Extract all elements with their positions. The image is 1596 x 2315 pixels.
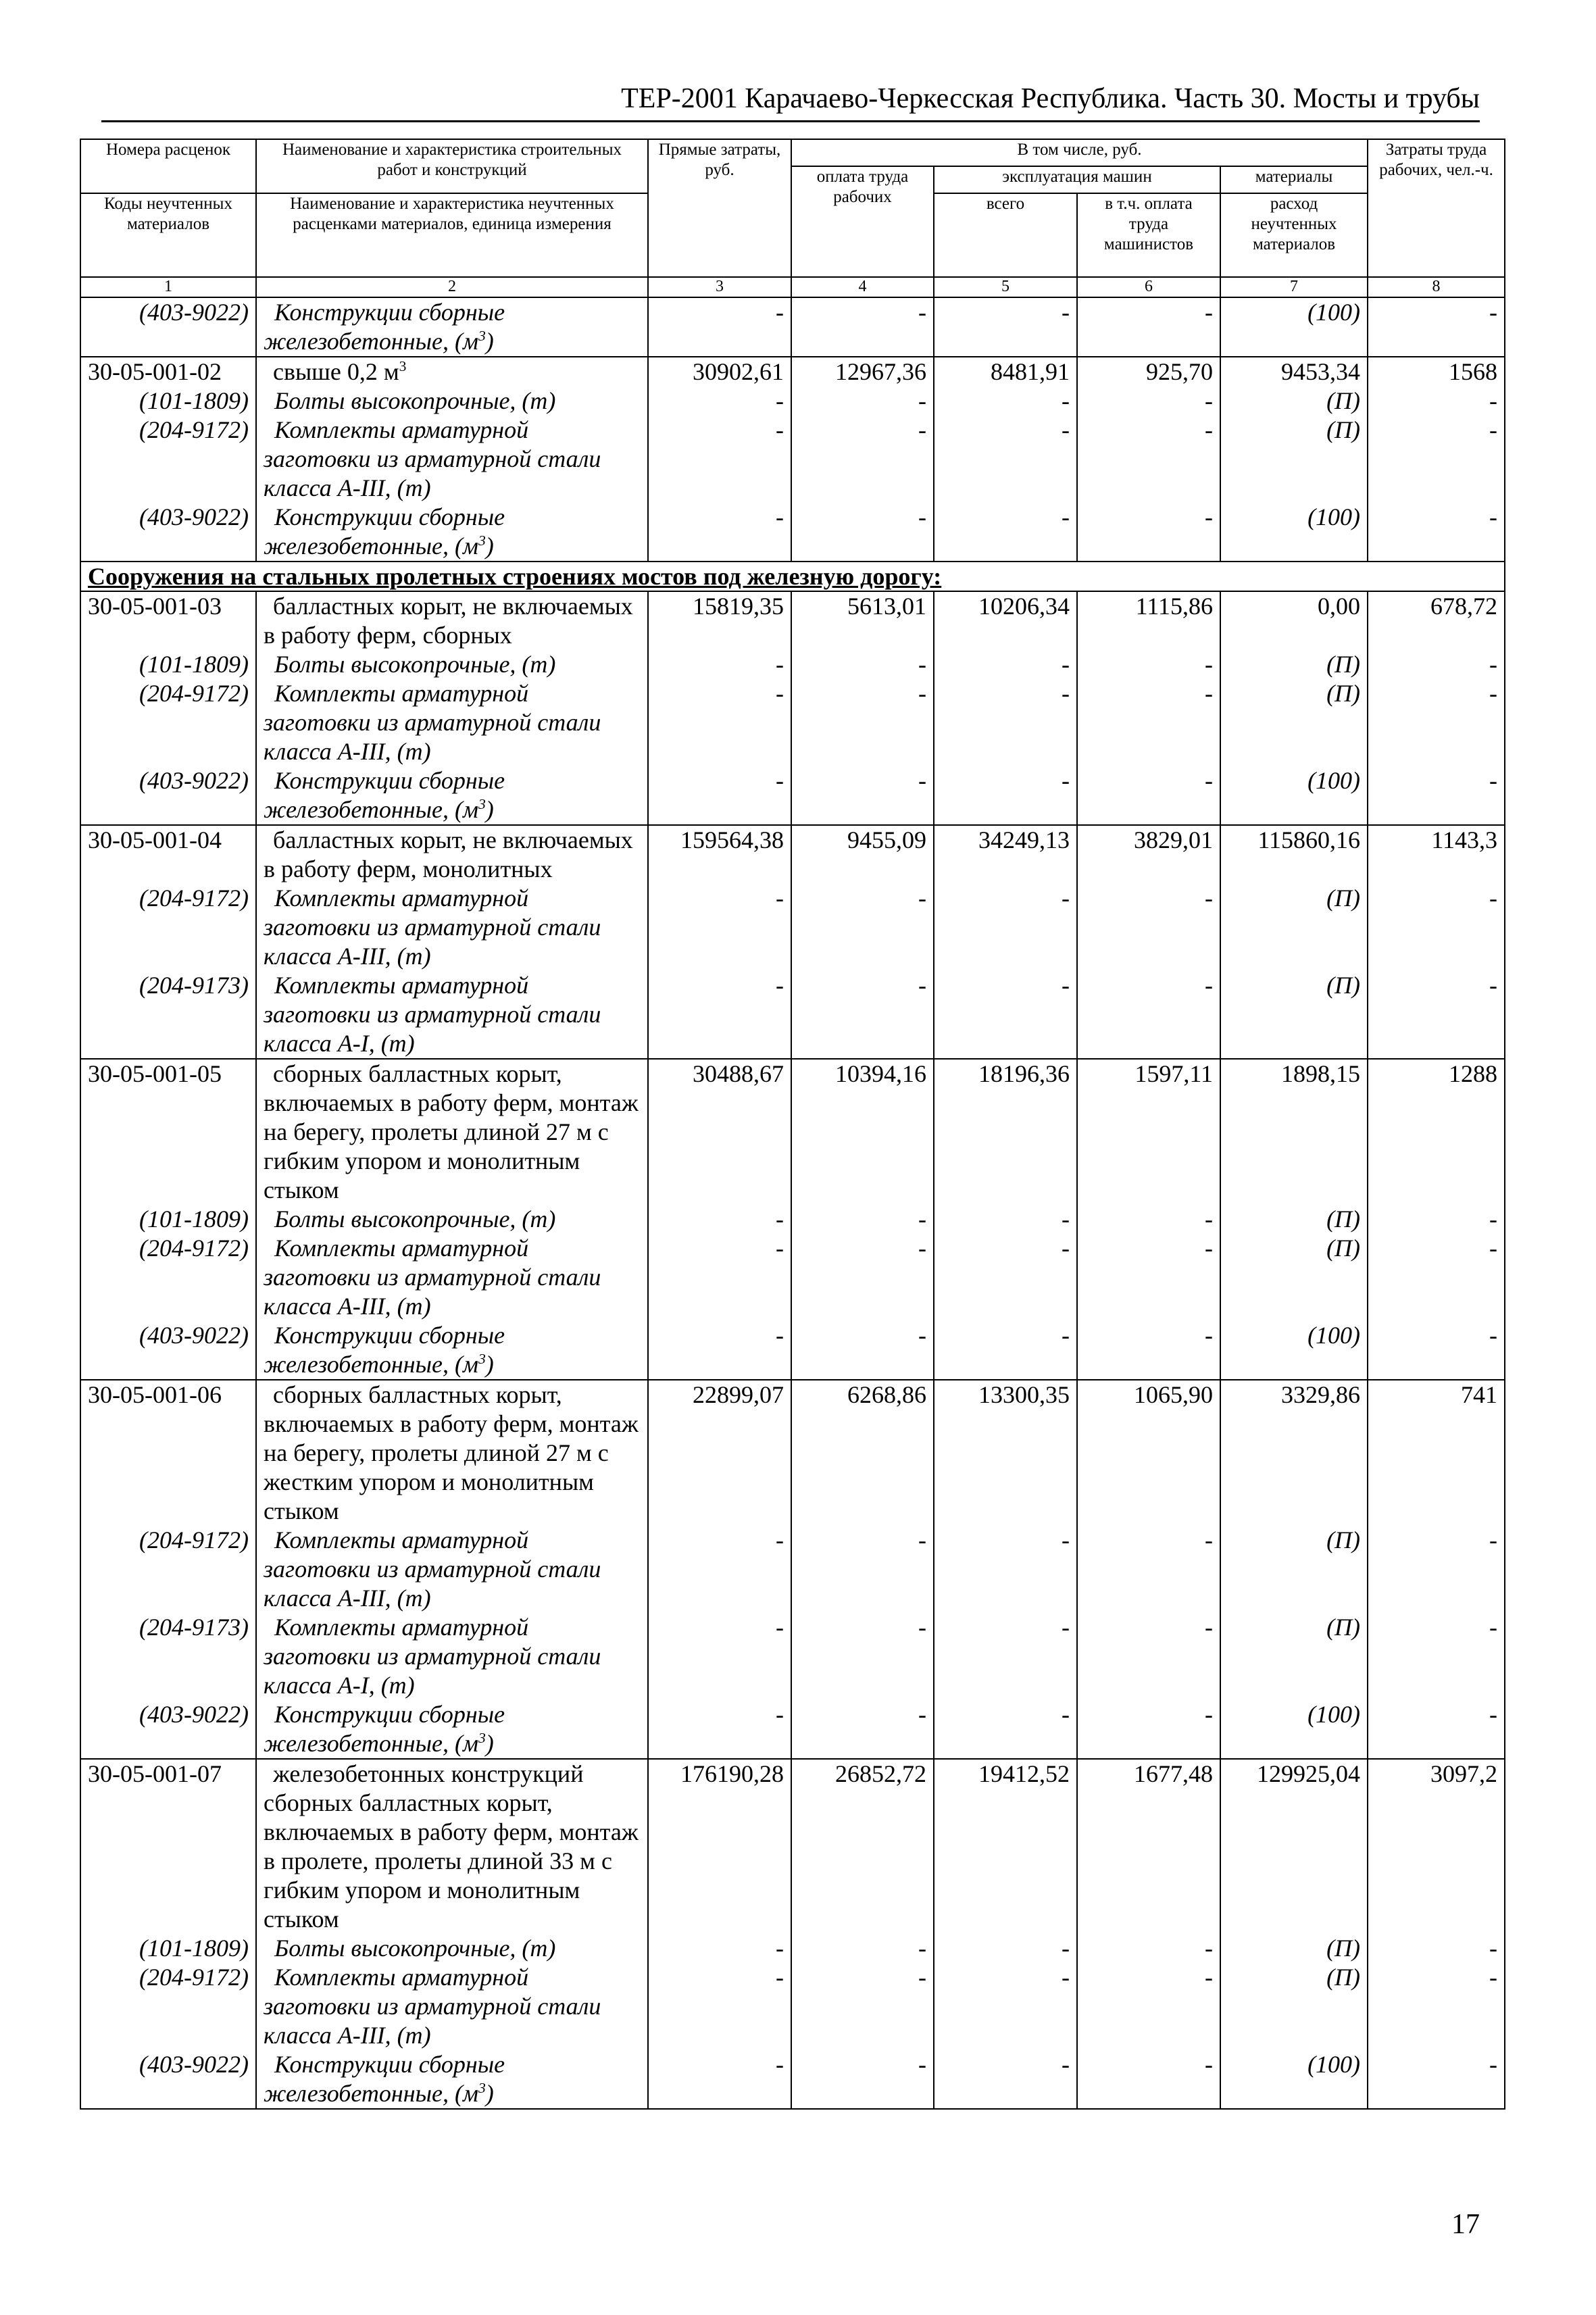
empty-cell: -: [1077, 884, 1220, 971]
materials-cost: 129925,04: [1220, 1759, 1368, 1934]
material-code: (403-9022): [80, 297, 256, 357]
material-code: (204-9172): [80, 416, 256, 503]
rate-name: сборных балластных корыт, включаемых в работу ферм, монтаж на берегу, пролеты длиной 27 м с гибким упором и монолитным стыком: [256, 1059, 648, 1205]
document-title: ТЕР-2001 Карачаево-Черкесская Республика. Часть 30. Мосты и трубы: [621, 83, 1480, 114]
material-usage: (100): [1220, 1321, 1368, 1380]
machines-total: 13300,35: [934, 1380, 1077, 1526]
labor-hours: 1568: [1368, 357, 1505, 387]
empty-cell: -: [791, 679, 934, 766]
empty-cell: -: [1077, 297, 1220, 357]
material-code: (204-9172): [80, 1526, 256, 1613]
rate-group: [80, 591, 1505, 825]
rates-table: [80, 139, 1505, 2110]
header-materials-name: Наименование и характеристика неучтенных расценками материалов, единица измерения: [256, 193, 648, 277]
empty-cell: -: [1077, 1963, 1220, 2050]
empty-cell: -: [791, 884, 934, 971]
empty-cell: -: [1077, 1934, 1220, 1963]
empty-cell: -: [934, 416, 1077, 503]
material-code: (204-9172): [80, 1963, 256, 2050]
empty-cell: -: [934, 766, 1077, 825]
empty-cell: -: [1077, 503, 1220, 562]
empty-cell: -: [791, 1700, 934, 1759]
empty-cell: -: [1368, 1934, 1505, 1963]
machines-total: 34249,13: [934, 825, 1077, 884]
materials-cost: 0,00: [1220, 591, 1368, 650]
materials-cost: 3329,86: [1220, 1380, 1368, 1526]
machines-total: 18196,36: [934, 1059, 1077, 1205]
direct-costs: 15819,35: [648, 591, 791, 650]
direct-costs: 30488,67: [648, 1059, 791, 1205]
empty-cell: -: [1368, 1205, 1505, 1234]
empty-cell: -: [934, 2050, 1077, 2109]
rate-group: [80, 1380, 1505, 1759]
material-usage: (П): [1220, 1205, 1368, 1234]
empty-cell: -: [1368, 650, 1505, 679]
column-number: 8: [1368, 277, 1505, 297]
empty-cell: -: [934, 1234, 1077, 1321]
direct-costs: 22899,07: [648, 1380, 791, 1526]
empty-cell: -: [1077, 1321, 1220, 1380]
material-row: [80, 1526, 1505, 1613]
empty-cell: -: [1077, 766, 1220, 825]
material-row: [80, 416, 1505, 503]
material-name: Комплекты арматурной заготовки из арматурной стали класса А-III, (т): [256, 1526, 648, 1613]
worker-pay: 9455,09: [791, 825, 934, 884]
worker-pay: 5613,01: [791, 591, 934, 650]
empty-cell: -: [1077, 1526, 1220, 1613]
material-name: Комплекты арматурной заготовки из арматурной стали класса А-III, (т): [256, 1963, 648, 2050]
direct-costs: 30902,61: [648, 357, 791, 387]
worker-pay: 12967,36: [791, 357, 934, 387]
material-code: (403-9022): [80, 1700, 256, 1759]
materials-cost: 1898,15: [1220, 1059, 1368, 1205]
materials-cost: 115860,16: [1220, 825, 1368, 884]
empty-cell: -: [934, 1963, 1077, 2050]
column-number: 2: [256, 277, 648, 297]
material-row: [80, 1934, 1505, 1963]
column-number: 5: [934, 277, 1077, 297]
empty-cell: -: [791, 1613, 934, 1700]
rate-row: [80, 357, 1505, 387]
empty-cell: -: [648, 1526, 791, 1613]
column-number: 4: [791, 277, 934, 297]
worker-pay: 10394,16: [791, 1059, 934, 1205]
operator-pay: 1597,11: [1077, 1059, 1220, 1205]
rate-row: [80, 1380, 1505, 1526]
material-code: (204-9172): [80, 1234, 256, 1321]
rate-code: 30-05-001-03: [80, 591, 256, 650]
material-usage: (П): [1220, 1963, 1368, 2050]
material-name: Конструкции сборные железобетонные, $(м^3)$: [256, 1321, 648, 1380]
empty-cell: -: [791, 971, 934, 1059]
empty-cell: -: [934, 1526, 1077, 1613]
labor-hours: 741: [1368, 1380, 1505, 1526]
header-including: В том числе, руб.: [791, 139, 1368, 166]
empty-cell: -: [648, 1934, 791, 1963]
rate-group: [80, 297, 1505, 357]
empty-cell: -: [1077, 1700, 1220, 1759]
material-row: [80, 1205, 1505, 1234]
material-usage: (П): [1220, 971, 1368, 1059]
empty-cell: -: [791, 650, 934, 679]
material-row: [80, 971, 1505, 1059]
rate-row: [80, 825, 1505, 884]
column-number: 3: [648, 277, 791, 297]
rate-code: 30-05-001-06: [80, 1380, 256, 1526]
material-name: Комплекты арматурной заготовки из арматурной стали класса А-III, (т): [256, 884, 648, 971]
material-row: [80, 297, 1505, 357]
empty-cell: -: [648, 1234, 791, 1321]
material-usage: (П): [1220, 1934, 1368, 1963]
material-row: [80, 1700, 1505, 1759]
section-heading: Сооружения на стальных пролетных строениях мостов под железную дорогу:: [80, 562, 1505, 591]
header-material-codes: Коды неучтенных материалов: [80, 193, 256, 277]
material-name: Комплекты арматурной заготовки из арматурной стали класса А-III, (т): [256, 416, 648, 503]
empty-cell: -: [648, 884, 791, 971]
material-code: (204-9172): [80, 679, 256, 766]
material-code: (403-9022): [80, 503, 256, 562]
empty-cell: -: [934, 387, 1077, 416]
column-number: 1: [80, 277, 256, 297]
empty-cell: -: [1077, 387, 1220, 416]
machines-total: 8481,91: [934, 357, 1077, 387]
material-usage: (П): [1220, 1526, 1368, 1613]
rate-code: 30-05-001-05: [80, 1059, 256, 1205]
material-row: [80, 766, 1505, 825]
material-usage: (100): [1220, 2050, 1368, 2109]
material-name: Конструкции сборные железобетонные, $(м^3)$: [256, 297, 648, 357]
labor-hours: 678,72: [1368, 591, 1505, 650]
empty-cell: -: [791, 1526, 934, 1613]
empty-cell: -: [791, 1963, 934, 2050]
empty-cell: -: [1368, 503, 1505, 562]
material-row: [80, 1234, 1505, 1321]
material-name: Конструкции сборные железобетонные, $(м^3)$: [256, 2050, 648, 2109]
empty-cell: -: [648, 387, 791, 416]
operator-pay: 1677,48: [1077, 1759, 1220, 1934]
empty-cell: -: [648, 766, 791, 825]
labor-hours: 1143,3: [1368, 825, 1505, 884]
material-code: (403-9022): [80, 1321, 256, 1380]
material-name: Болты высокопрочные, (т): [256, 650, 648, 679]
column-number: 7: [1220, 277, 1368, 297]
empty-cell: -: [648, 2050, 791, 2109]
operator-pay: 1065,90: [1077, 1380, 1220, 1526]
operator-pay: 3829,01: [1077, 825, 1220, 884]
empty-cell: -: [1368, 679, 1505, 766]
labor-hours: 3097,2: [1368, 1759, 1505, 1934]
empty-cell: -: [1368, 884, 1505, 971]
material-code: (204-9172): [80, 884, 256, 971]
page-header: [101, 73, 1480, 122]
rate-name: свыше 0,2 $м^3$: [256, 357, 648, 387]
direct-costs: 176190,28: [648, 1759, 791, 1934]
rate-name: железобетонных конструкций сборных балластных корыт, включаемых в работу ферм, монтаж в пролете, пролеты длиной 33 м с гибким упором и монолитным стыком: [256, 1759, 648, 1934]
material-row: [80, 1321, 1505, 1380]
operator-pay: 1115,86: [1077, 591, 1220, 650]
empty-cell: -: [934, 650, 1077, 679]
empty-cell: -: [1368, 1321, 1505, 1380]
header-works-name: Наименование и характеристика строительных работ и конструкций: [256, 139, 648, 193]
empty-cell: -: [648, 1205, 791, 1234]
material-name: Болты высокопрочные, (т): [256, 1205, 648, 1234]
empty-cell: -: [648, 679, 791, 766]
material-row: [80, 1963, 1505, 2050]
empty-cell: -: [1368, 1234, 1505, 1321]
materials-cost: 9453,34: [1220, 357, 1368, 387]
rate-row: [80, 1759, 1505, 1934]
empty-cell: -: [1077, 1613, 1220, 1700]
empty-cell: -: [1077, 650, 1220, 679]
rate-code: 30-05-001-02: [80, 357, 256, 387]
machines-total: 19412,52: [934, 1759, 1077, 1934]
material-usage: (100): [1220, 766, 1368, 825]
empty-cell: -: [1077, 1234, 1220, 1321]
material-name: Комплекты арматурной заготовки из арматурной стали класса А-I, (т): [256, 1613, 648, 1700]
header-materials: материалы: [1220, 166, 1368, 193]
direct-costs: 159564,38: [648, 825, 791, 884]
empty-cell: -: [934, 1205, 1077, 1234]
empty-cell: -: [934, 1613, 1077, 1700]
empty-cell: -: [1368, 1613, 1505, 1700]
material-name: Болты высокопрочные, (т): [256, 1934, 648, 1963]
empty-cell: -: [1077, 416, 1220, 503]
rate-row: [80, 591, 1505, 650]
header-rate-numbers: Номера расценок: [80, 139, 256, 193]
empty-cell: -: [648, 1321, 791, 1380]
material-name: Конструкции сборные железобетонные, $(м^3)$: [256, 1700, 648, 1759]
page-number: 17: [1451, 2209, 1480, 2240]
material-code: (204-9173): [80, 1613, 256, 1700]
operator-pay: 925,70: [1077, 357, 1220, 387]
material-code: (101-1809): [80, 387, 256, 416]
header-operator-pay: в т.ч. оплата труда машинистов: [1077, 193, 1220, 277]
empty-cell: -: [1368, 766, 1505, 825]
material-row: [80, 1613, 1505, 1700]
material-row: [80, 884, 1505, 971]
empty-cell: -: [648, 1700, 791, 1759]
empty-cell: -: [1368, 1963, 1505, 2050]
rate-group: [80, 357, 1505, 562]
material-usage: (100): [1220, 297, 1368, 357]
empty-cell: -: [791, 1934, 934, 1963]
empty-cell: -: [1077, 1205, 1220, 1234]
labor-hours: 1288: [1368, 1059, 1505, 1205]
empty-cell: -: [934, 503, 1077, 562]
header-machines: эксплуатация машин: [934, 166, 1220, 193]
material-row: [80, 679, 1505, 766]
section-heading-row: [80, 562, 1505, 591]
material-name: Комплекты арматурной заготовки из арматурной стали класса А-III, (т): [256, 679, 648, 766]
material-row: [80, 650, 1505, 679]
worker-pay: 6268,86: [791, 1380, 934, 1526]
empty-cell: -: [934, 1321, 1077, 1380]
empty-cell: -: [934, 679, 1077, 766]
empty-cell: -: [1368, 1526, 1505, 1613]
empty-cell: -: [648, 297, 791, 357]
empty-cell: -: [791, 1234, 934, 1321]
material-usage: (П): [1220, 1613, 1368, 1700]
empty-cell: -: [648, 1963, 791, 2050]
rate-group: [80, 1759, 1505, 2109]
empty-cell: -: [791, 766, 934, 825]
empty-cell: -: [1368, 971, 1505, 1059]
material-code: (101-1809): [80, 1934, 256, 1963]
empty-cell: -: [791, 1205, 934, 1234]
empty-cell: -: [791, 2050, 934, 2109]
empty-cell: -: [1368, 297, 1505, 357]
empty-cell: -: [791, 297, 934, 357]
header-labor-hours: Затраты труда рабочих, чел.-ч.: [1368, 139, 1505, 277]
empty-cell: -: [791, 1321, 934, 1380]
material-code: (101-1809): [80, 650, 256, 679]
material-code: (403-9022): [80, 766, 256, 825]
column-number: 6: [1077, 277, 1220, 297]
empty-cell: -: [1368, 387, 1505, 416]
empty-cell: -: [648, 416, 791, 503]
worker-pay: 26852,72: [791, 1759, 934, 1934]
empty-cell: -: [648, 1613, 791, 1700]
material-name: Комплекты арматурной заготовки из арматурной стали класса А-I, (т): [256, 971, 648, 1059]
rate-name: сборных балластных корыт, включаемых в работу ферм, монтаж на берегу, пролеты длиной 27 м с жестким упором и монолитным стыком: [256, 1380, 648, 1526]
empty-cell: -: [1077, 2050, 1220, 2109]
empty-cell: -: [1368, 416, 1505, 503]
material-row: [80, 2050, 1505, 2109]
material-row: [80, 387, 1505, 416]
rate-name: балластных корыт, не включаемых в работу ферм, сборных: [256, 591, 648, 650]
empty-cell: -: [791, 387, 934, 416]
header-worker-pay: оплата труда рабочих: [791, 166, 934, 277]
rate-row: [80, 1059, 1505, 1205]
rate-group: [80, 825, 1505, 1059]
material-usage: (100): [1220, 503, 1368, 562]
material-code: (101-1809): [80, 1205, 256, 1234]
empty-cell: -: [648, 971, 791, 1059]
empty-cell: -: [791, 416, 934, 503]
header-machines-total: всего: [934, 193, 1077, 277]
rate-code: 30-05-001-04: [80, 825, 256, 884]
material-usage: (П): [1220, 416, 1368, 503]
empty-cell: -: [1077, 679, 1220, 766]
empty-cell: -: [934, 1934, 1077, 1963]
empty-cell: -: [1077, 971, 1220, 1059]
empty-cell: -: [1368, 1700, 1505, 1759]
material-name: Конструкции сборные железобетонные, $(м^3)$: [256, 766, 648, 825]
rate-group: [80, 1059, 1505, 1380]
header-materials-usage: расход неучтенных материалов: [1220, 193, 1368, 277]
header-direct-costs: Прямые затраты, руб.: [648, 139, 791, 277]
empty-cell: -: [648, 650, 791, 679]
material-usage: (П): [1220, 387, 1368, 416]
rate-code: 30-05-001-07: [80, 1759, 256, 1934]
empty-cell: -: [934, 884, 1077, 971]
empty-cell: -: [1368, 2050, 1505, 2109]
material-usage: (П): [1220, 679, 1368, 766]
material-code: (403-9022): [80, 2050, 256, 2109]
rate-name: балластных корыт, не включаемых в работу ферм, монолитных: [256, 825, 648, 884]
empty-cell: -: [934, 1700, 1077, 1759]
material-usage: (100): [1220, 1700, 1368, 1759]
material-code: (204-9173): [80, 971, 256, 1059]
empty-cell: -: [791, 503, 934, 562]
material-name: Комплекты арматурной заготовки из арматурной стали класса А-III, (т): [256, 1234, 648, 1321]
empty-cell: -: [934, 297, 1077, 357]
empty-cell: -: [648, 503, 791, 562]
machines-total: 10206,34: [934, 591, 1077, 650]
material-name: Конструкции сборные железобетонные, $(м^3)$: [256, 503, 648, 562]
material-row: [80, 503, 1505, 562]
empty-cell: -: [934, 971, 1077, 1059]
material-name: Болты высокопрочные, (т): [256, 387, 648, 416]
material-usage: (П): [1220, 1234, 1368, 1321]
material-usage: (П): [1220, 884, 1368, 971]
material-usage: (П): [1220, 650, 1368, 679]
